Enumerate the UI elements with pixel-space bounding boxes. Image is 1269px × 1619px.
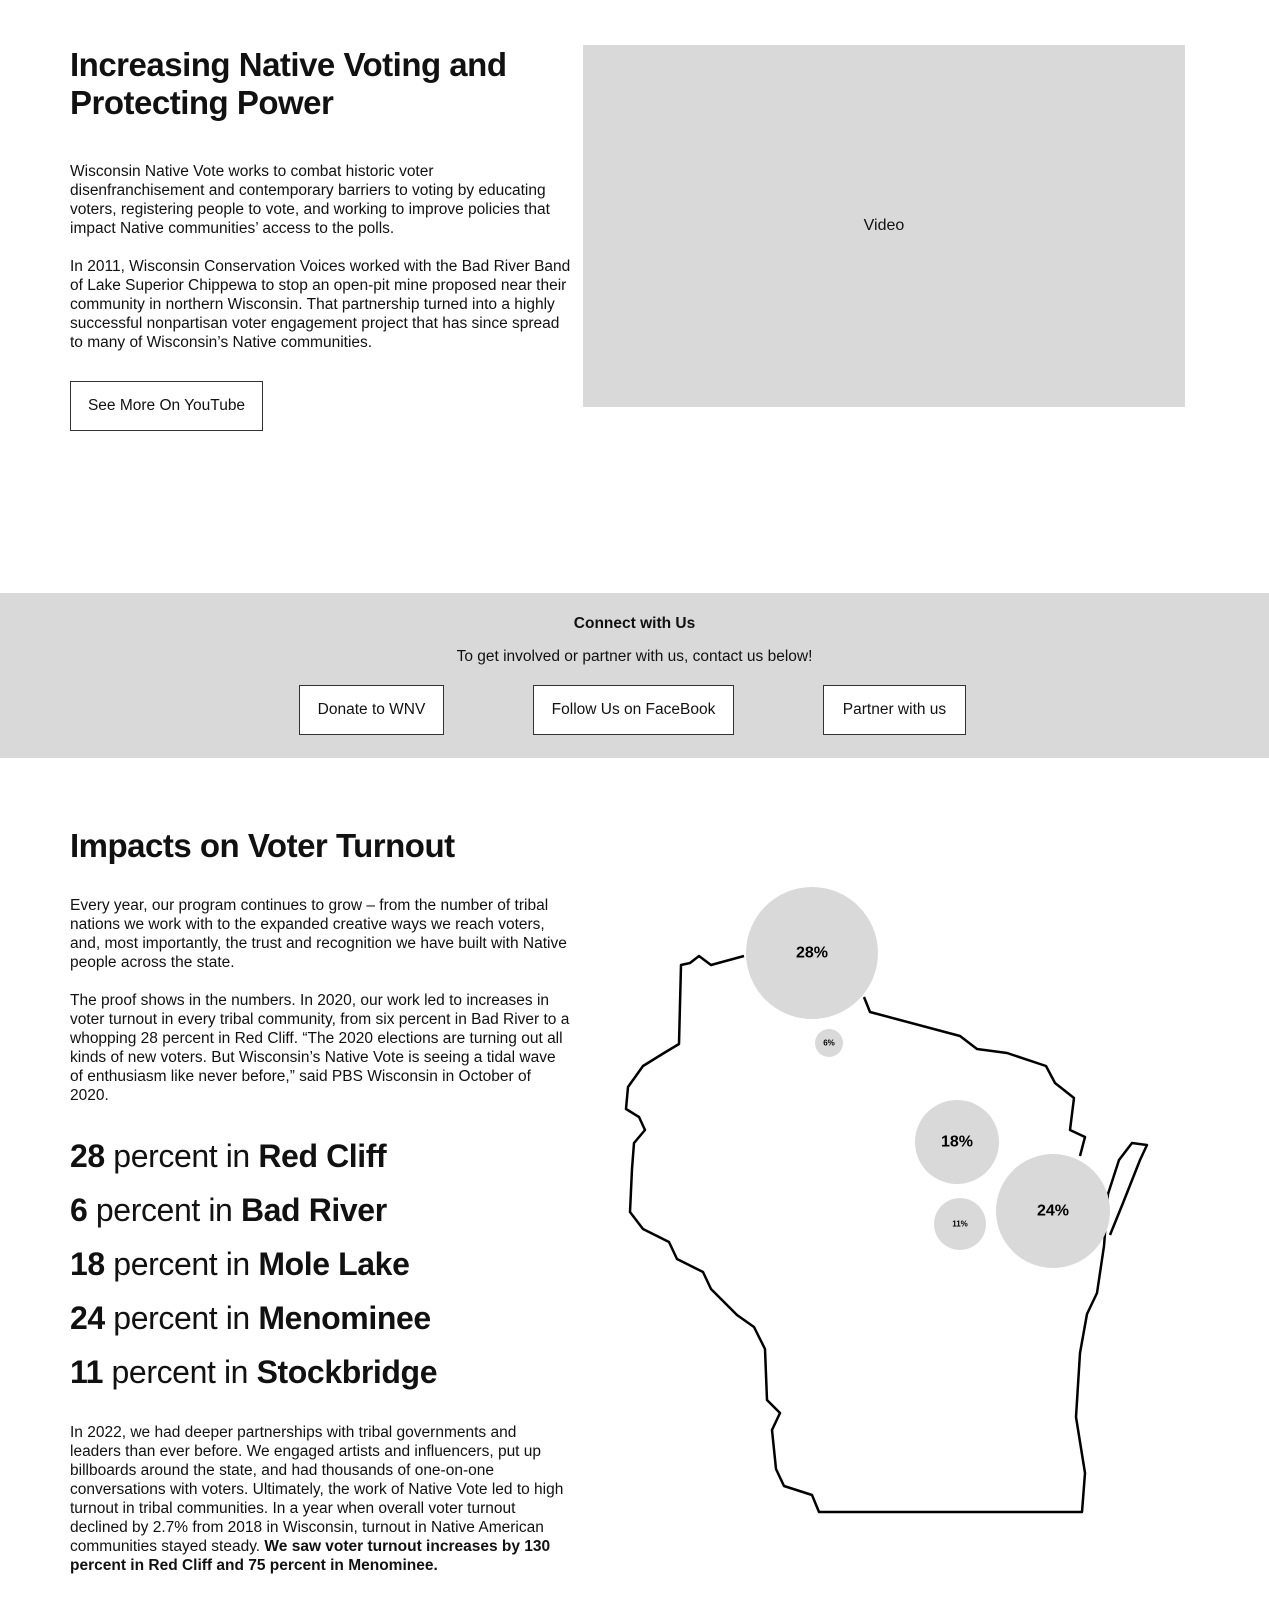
connect-subtitle: To get involved or partner with us, contact us below! (456, 648, 813, 665)
stat-value: 18 (70, 1246, 105, 1282)
bubble-label: 6% (823, 1038, 835, 1048)
partner-button[interactable]: Partner with us (823, 685, 966, 735)
bubble-label: 24% (1036, 1202, 1070, 1220)
stat-value: 24 (70, 1300, 105, 1336)
stat-place: Mole Lake (258, 1246, 410, 1282)
impacts-paragraph-1: Every year, our program continues to grow – from the number of tribal nations we work with to the expanded creative ways we reach voters, and, most importantly, the trust and recognition we have built with Native people across the state. (70, 897, 567, 971)
connect-title: Connect with Us (573, 615, 696, 632)
stat-value: 28 (70, 1138, 105, 1174)
stat-text: percent in (113, 1300, 250, 1336)
stat-value: 11 (70, 1354, 104, 1390)
title-line: Protecting Power (70, 84, 334, 121)
intro-paragraph-2: In 2011, Wisconsin Conservation Voices worked with the Bad River Band of Lake Superior Chippewa to stop an open-pit mine proposed near their community in northern Wisconsin. That partnership turned into a highly successful nonpartisan voter engagement project that has since spread to many of Wisconsin’s Native communities. (70, 258, 571, 351)
bubble-label: 28% (795, 944, 829, 962)
stat-text: percent in (113, 1246, 250, 1282)
paragraph-bold-text: We saw voter turnout increases by 130 percent in Red Cliff and 75 percent in Menominee. (70, 1538, 551, 1574)
donate-button[interactable]: Donate to WNV (299, 685, 444, 735)
paragraph-text: In 2022, we had deeper partnerships with tribal governments and leaders than ever before. We engaged artists and influencers, put up billboards around the state, and had thousands of one-on-one conversations with voters. Ultimately, the work of Native Vote led to high turnout in tribal communities. In a year when overall voter turnout declined by 2.7% from 2018 in Wisconsin, turnout in Native American communities stayed steady. (70, 1424, 564, 1555)
stat-text: percent in (113, 1138, 250, 1174)
stat-place: Bad River (240, 1192, 387, 1228)
facebook-button[interactable]: Follow Us on FaceBook (533, 685, 734, 735)
impacts-paragraph-2: The proof shows in the numbers. In 2020, our work led to increases in voter turnout in every tribal community, from six percent in Bad River to a whopping 28 percent in Red Cliff. “The 2020 elections are turning out all kinds of new voters. But Wisconsin’s Native Vote is seeing a tidal wave of enthusiasm like never before,” said PBS Wisconsin in October of 2020. (70, 992, 570, 1104)
video-label: Video (863, 217, 905, 234)
intro-paragraph-1: Wisconsin Native Vote works to combat historic voter disenfranchisement and contemporary barriers to voting by educating voters, registering people to vote, and working to improve policies that impact Native communities’ access to the polls. (70, 163, 550, 237)
stat-place: Stockbridge (256, 1354, 438, 1390)
stat-place: Red Cliff (258, 1138, 387, 1174)
stat-value: 6 (70, 1192, 88, 1228)
bubble-label: 11% (952, 1219, 968, 1229)
see-more-youtube-button[interactable]: See More On YouTube (70, 381, 263, 431)
impacts-title: Impacts on Voter Turnout (70, 827, 455, 864)
bubble-label: 18% (940, 1133, 974, 1151)
stat-text: percent in (111, 1354, 249, 1390)
title-line: Increasing Native Voting and (70, 46, 507, 83)
stat-place: Menominee (258, 1300, 431, 1336)
stat-text: percent in (95, 1192, 233, 1228)
